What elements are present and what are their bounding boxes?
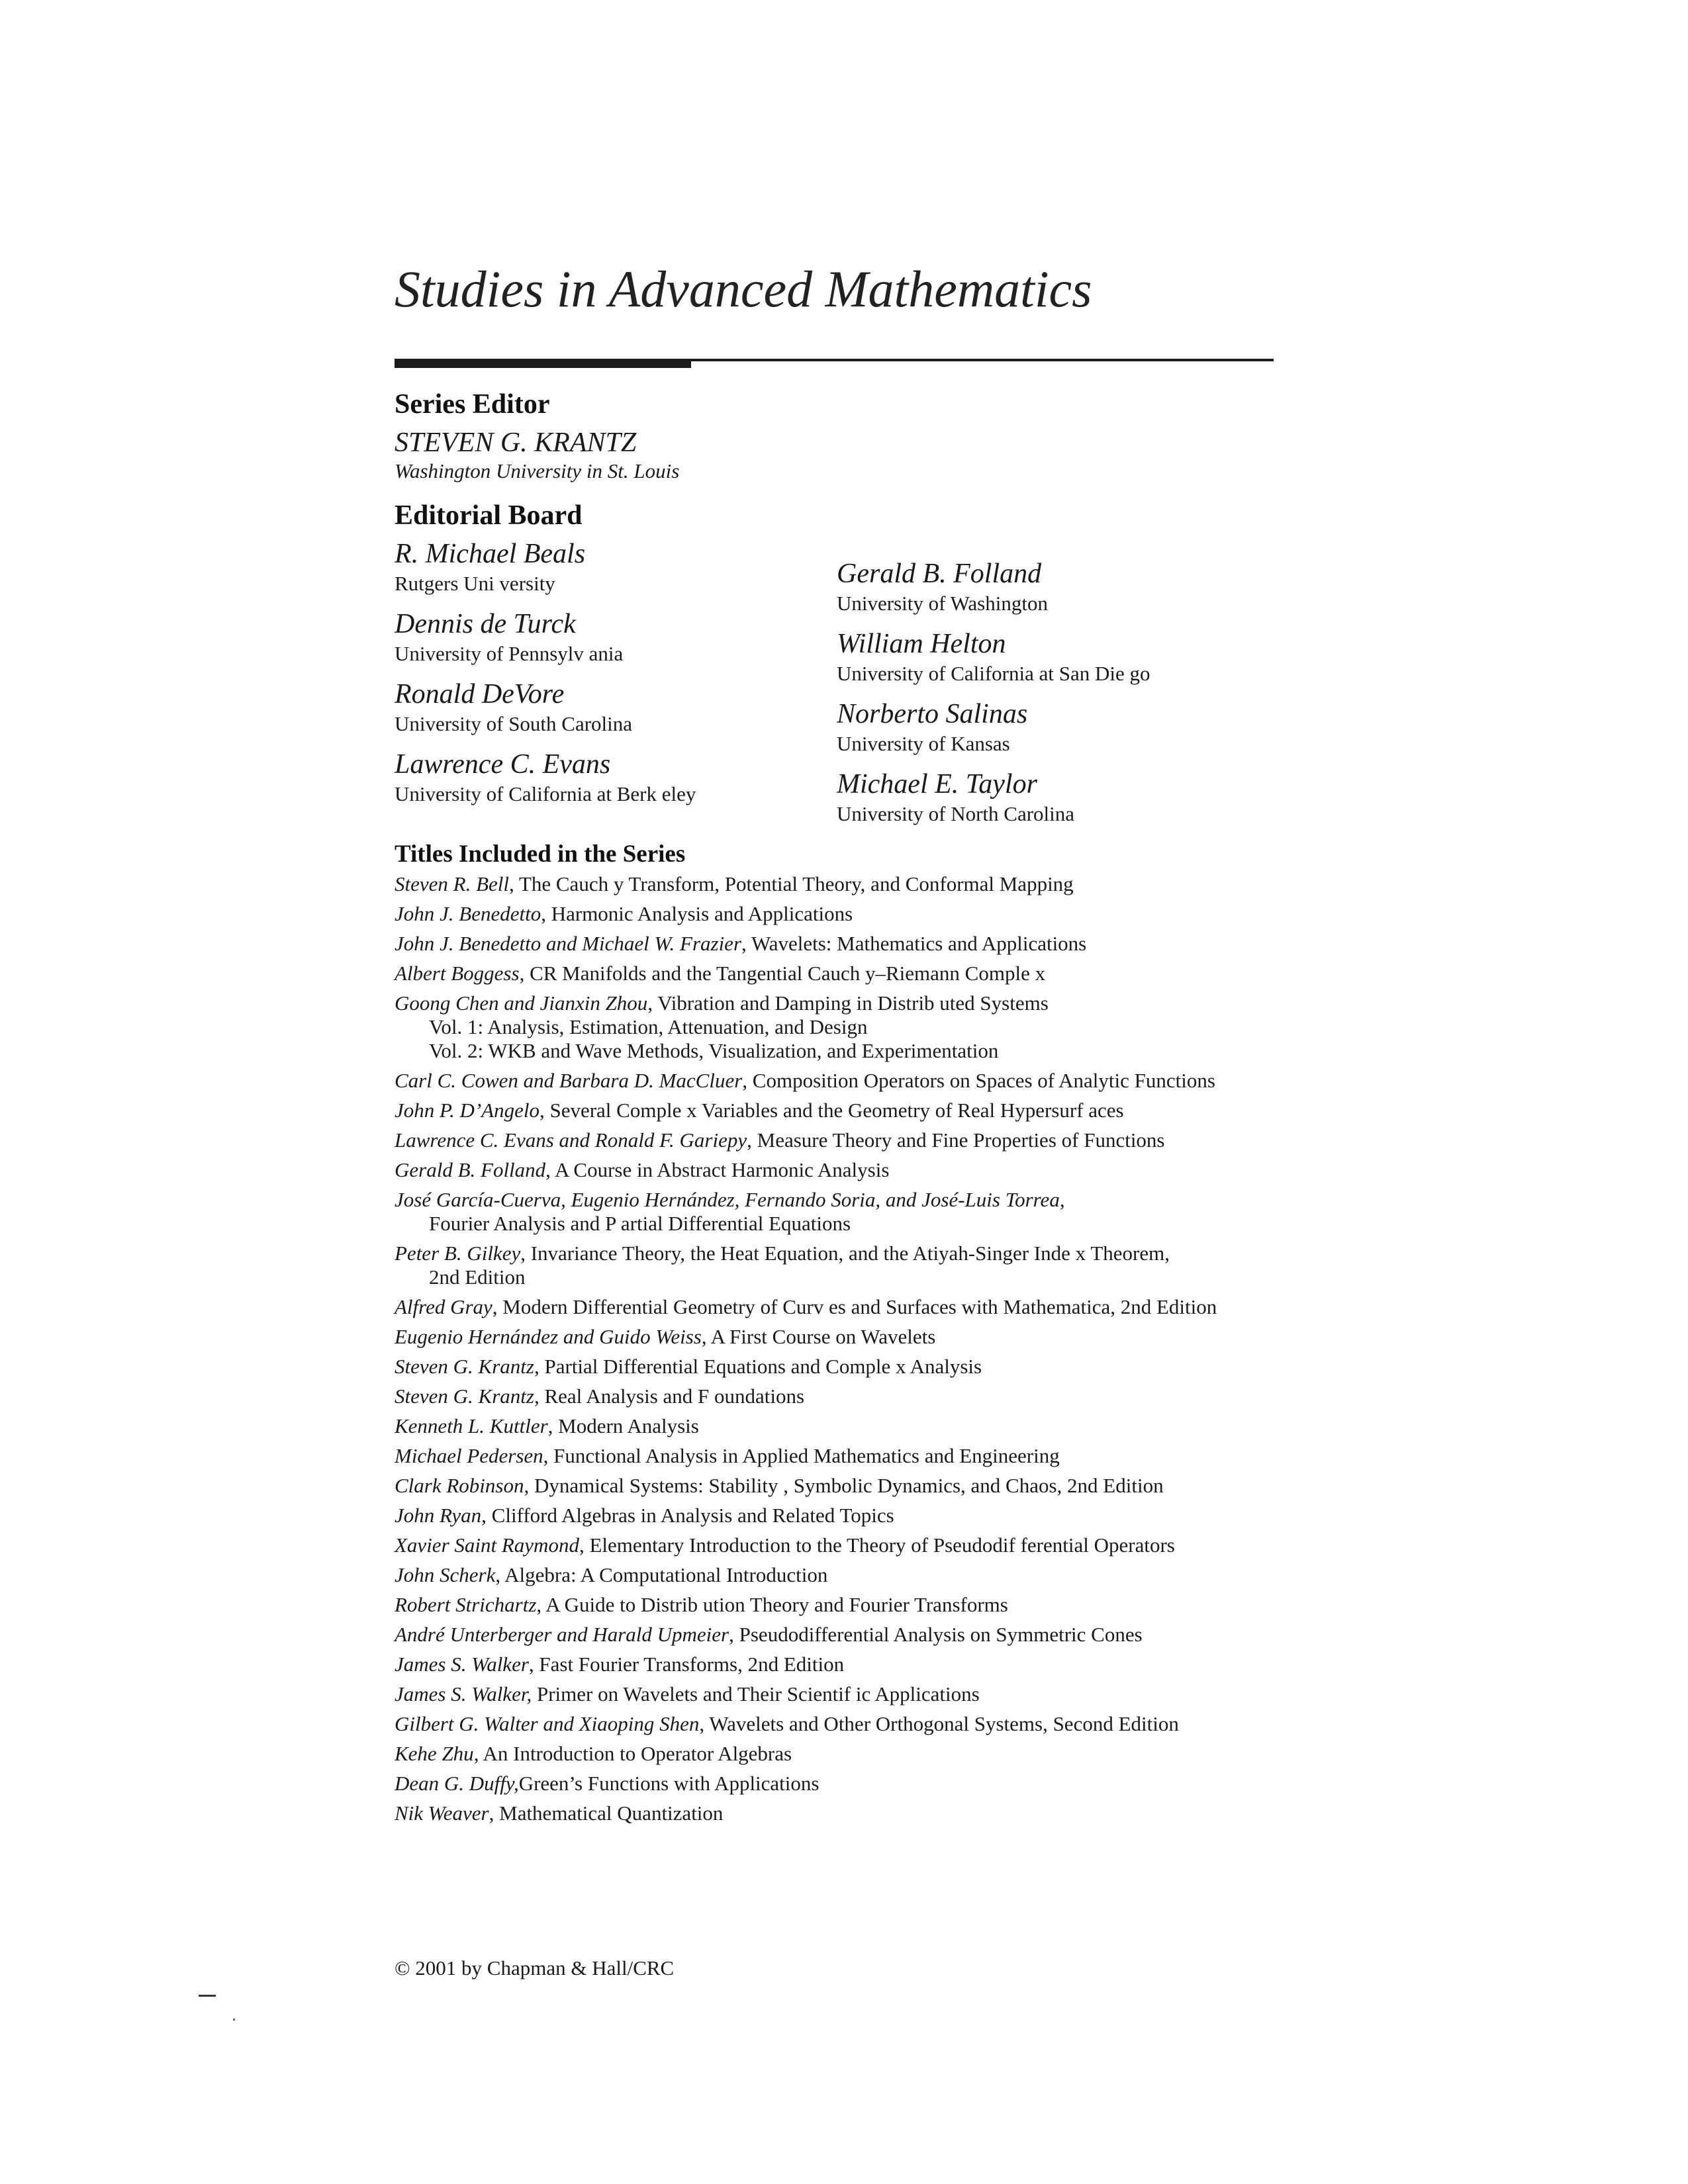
title-text: , A Guide to Distrib ution Theory and Fourier Transforms	[536, 1593, 1008, 1616]
title-author: Eugenio Hernández and Guido Weiss	[395, 1325, 702, 1348]
board-member	[395, 610, 623, 664]
title-text: , Partial Differential Equations and Comple x Analysis	[534, 1355, 982, 1378]
board-member-affiliation: Rutgers Uni versity	[395, 572, 555, 595]
title-author: Lawrence C. Evans and Ronald F. Gariepy	[395, 1128, 747, 1152]
title-entry	[395, 1682, 1295, 1706]
series-editor-heading: Series Editor	[395, 389, 550, 420]
title-entry	[395, 1444, 1295, 1468]
title-entry	[395, 1325, 1295, 1349]
title-author: Dean G. Duffy,	[395, 1772, 519, 1795]
title-author: Gerald B. Folland	[395, 1158, 546, 1181]
title-entry	[395, 1742, 1295, 1766]
title-text: , Elementary Introduction to the Theory of Pseudodif ferential Operators	[579, 1533, 1175, 1557]
title-entry	[395, 932, 1295, 956]
title-entry	[395, 1653, 1295, 1676]
title-entry	[395, 1099, 1295, 1122]
board-member-name: R. Michael Beals	[395, 539, 586, 569]
title-author: André Unterberger and Harald Upmeier	[395, 1623, 729, 1646]
title-entry	[395, 1801, 1295, 1825]
title-author: José García-Cuerva, Eugenio Hernández, Fernando Soria, and José-Luis Torrea	[395, 1188, 1060, 1211]
title-entry	[395, 1385, 1295, 1408]
title-author: Xavier Saint Raymond	[395, 1533, 579, 1557]
title-author: Steven G. Krantz	[395, 1385, 534, 1408]
title-subline: Vol. 1: Analysis, Estimation, Attenuation, and Design	[429, 1015, 868, 1038]
series-editor-name: STEVEN G. KRANTZ	[395, 428, 637, 458]
title-entry	[395, 1069, 1295, 1093]
board-member-affiliation: University of California at San Die go	[837, 662, 1150, 685]
series-title: Studies in Advanced Mathematics	[395, 260, 1092, 318]
title-entry	[395, 1242, 1295, 1289]
board-member-affiliation: University of Pennsylv ania	[395, 642, 624, 665]
titles-list	[395, 872, 1295, 1831]
title-author: John J. Benedetto and Michael W. Frazier	[395, 932, 742, 955]
board-member-name: William Helton	[837, 629, 1006, 659]
title-text: , A Course in Abstract Harmonic Analysis	[545, 1158, 890, 1181]
title-entry	[395, 962, 1295, 985]
stray-mark	[233, 2019, 235, 2021]
title-author: James S. Walker,	[395, 1682, 532, 1706]
board-member-name: Dennis de Turck	[395, 609, 576, 639]
title-entry	[395, 1188, 1295, 1236]
board-member	[395, 751, 696, 804]
stray-mark	[199, 1995, 216, 1997]
board-member-name: Lawrence C. Evans	[395, 749, 611, 780]
title-text: , Wavelets and Other Orthogonal Systems, Second Edition	[699, 1712, 1179, 1735]
title-author: John P. D’Angelo	[395, 1099, 539, 1122]
title-text: , Invariance Theory, the Heat Equation, and the Atiyah-Singer Inde x Theorem,	[520, 1242, 1170, 1265]
title-text: , Modern Analysis	[547, 1414, 699, 1437]
title-author: Kehe Zhu	[395, 1742, 474, 1765]
titles-heading: Titles Included in the Series	[395, 841, 686, 868]
title-text: , Mathematical Quantization	[489, 1801, 724, 1825]
board-member	[395, 540, 585, 594]
board-member-affiliation: University of South Carolina	[395, 712, 633, 735]
copyright-notice: © 2001 by Chapman & Hall/CRC	[395, 1956, 675, 1979]
board-member-affiliation: University of Kansas	[837, 732, 1010, 755]
title-entry	[395, 1593, 1295, 1617]
title-author: Clark Robinson	[395, 1474, 524, 1497]
title-entry	[395, 902, 1295, 926]
title-text: Green’s Functions with Applications	[518, 1772, 820, 1795]
title-author: John Ryan	[395, 1504, 482, 1527]
title-entry	[395, 1504, 1295, 1527]
board-member	[837, 770, 1074, 824]
title-text: , A First Course on Wavelets	[701, 1325, 936, 1348]
title-text: , Modern Differential Geometry of Curv es and Surfaces with Mathematica, 2nd Edition	[492, 1295, 1217, 1318]
title-author: Kenneth L. Kuttler	[395, 1414, 548, 1437]
title-text: , Measure Theory and Fine Properties of Functions	[747, 1128, 1165, 1152]
title-author: Robert Strichartz	[395, 1593, 537, 1616]
title-text: , Wavelets: Mathematics and Applications	[741, 932, 1087, 955]
title-text: , Harmonic Analysis and Applications	[541, 902, 853, 925]
title-author: Alfred Gray	[395, 1295, 492, 1318]
board-member	[837, 700, 1027, 754]
title-author: Nik Weaver	[395, 1801, 489, 1825]
title-author: Peter B. Gilkey	[395, 1242, 521, 1265]
title-text: , Pseudodifferential Analysis on Symmetric Cones	[729, 1623, 1143, 1646]
board-member-affiliation: University of North Carolina	[837, 802, 1075, 825]
board-member-name: Norberto Salinas	[837, 699, 1028, 729]
title-text: , Vibration and Damping in Distrib uted Systems	[647, 991, 1049, 1015]
title-text: , CR Manifolds and the Tangential Cauch y–Riemann Comple x	[519, 962, 1046, 985]
title-text: Primer on Wavelets and Their Scientif ic Applications	[532, 1682, 980, 1706]
title-text: , An Introduction to Operator Algebras	[473, 1742, 792, 1765]
title-author: Steven R. Bell	[395, 872, 509, 895]
board-member-affiliation: University of California at Berk eley	[395, 782, 696, 805]
series-editor-affiliation: Washington University in St. Louis	[395, 459, 680, 482]
title-entry	[395, 1563, 1295, 1587]
title-subline: 2nd Edition	[429, 1265, 526, 1289]
title-text: , Algebra: A Computational Introduction	[495, 1563, 828, 1586]
title-text: , Composition Operators on Spaces of Analytic Functions	[742, 1069, 1215, 1092]
title-entry	[395, 1295, 1295, 1319]
title-entry	[395, 1355, 1295, 1379]
title-text: , Clifford Algebras in Analysis and Related Topics	[481, 1504, 894, 1527]
title-entry	[395, 1474, 1295, 1498]
title-author: Carl C. Cowen and Barbara D. MacCluer	[395, 1069, 743, 1092]
board-member-name: Ronald DeVore	[395, 679, 565, 709]
title-author: John Scherk	[395, 1563, 496, 1586]
title-subline: Fourier Analysis and P artial Differential Equations	[429, 1212, 851, 1235]
title-entry	[395, 1158, 1295, 1182]
title-author: Gilbert G. Walter and Xiaoping Shen	[395, 1712, 700, 1735]
title-text: , Functional Analysis in Applied Mathematics and Engineering	[543, 1444, 1060, 1467]
title-rule-thick	[395, 359, 691, 368]
title-rule-thin	[691, 359, 1274, 361]
board-member-name: Michael E. Taylor	[837, 769, 1037, 799]
title-text: , Dynamical Systems: Stability , Symbolic Dynamics, and Chaos, 2nd Edition	[524, 1474, 1164, 1497]
title-author: Steven G. Krantz	[395, 1355, 534, 1378]
title-entry	[395, 872, 1295, 896]
board-member-affiliation: University of Washington	[837, 592, 1048, 615]
title-entry	[395, 1128, 1295, 1152]
board-member	[395, 680, 632, 734]
title-subline: Vol. 2: WKB and Wave Methods, Visualization, and Experimentation	[429, 1039, 999, 1062]
title-text: ,	[1059, 1188, 1065, 1211]
title-text: , The Cauch y Transform, Potential Theory, and Conformal Mapping	[509, 872, 1074, 895]
board-member	[837, 630, 1150, 684]
title-author: John J. Benedetto	[395, 902, 541, 925]
title-text: , Several Comple x Variables and the Geometry of Real Hypersurf aces	[539, 1099, 1124, 1122]
title-entry	[395, 991, 1295, 1063]
title-entry	[395, 1712, 1295, 1736]
title-entry	[395, 1623, 1295, 1647]
title-entry	[395, 1533, 1295, 1557]
board-member	[837, 560, 1048, 614]
title-text: , Fast Fourier Transforms, 2nd Edition	[528, 1653, 845, 1676]
title-author: James S. Walker	[395, 1653, 529, 1676]
title-author: Goong Chen and Jianxin Zhou	[395, 991, 648, 1015]
title-entry	[395, 1772, 1295, 1796]
editorial-board-heading: Editorial Board	[395, 500, 583, 531]
board-member-name: Gerald B. Folland	[837, 559, 1042, 589]
title-entry	[395, 1414, 1295, 1438]
title-text: , Real Analysis and F oundations	[534, 1385, 805, 1408]
title-author: Michael Pedersen	[395, 1444, 543, 1467]
title-author: Albert Boggess	[395, 962, 520, 985]
